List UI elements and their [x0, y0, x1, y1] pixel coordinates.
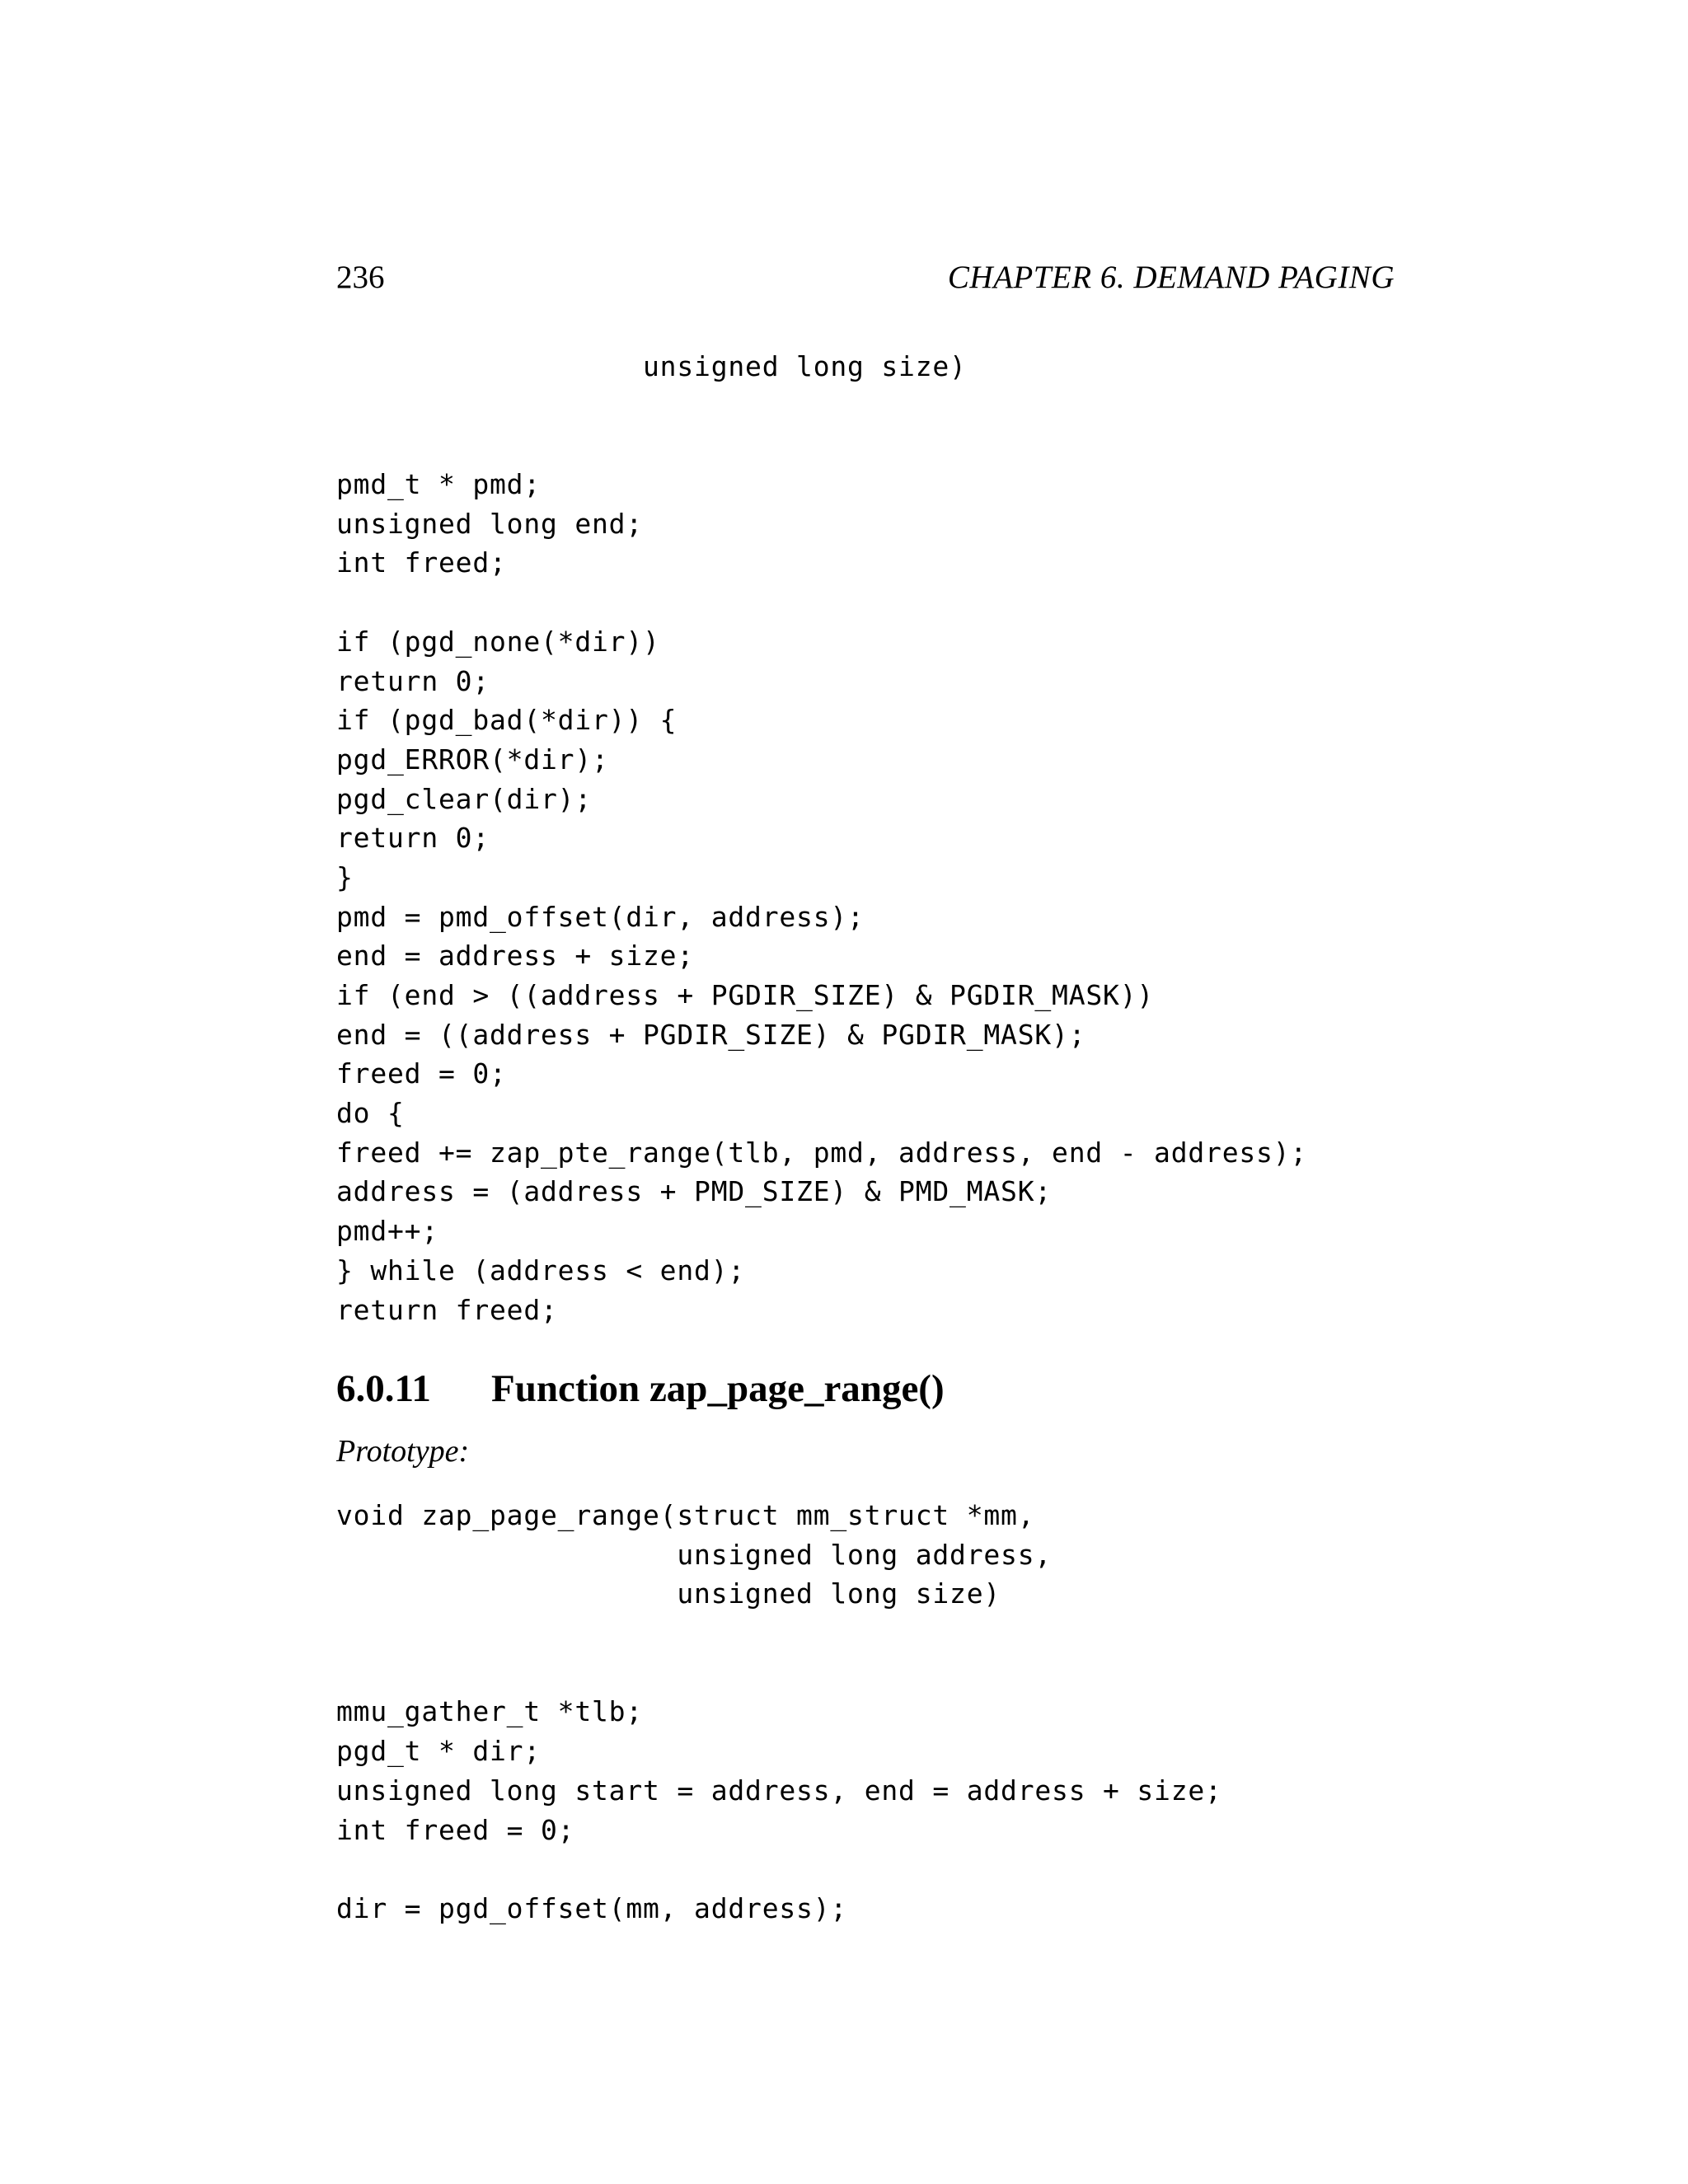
code-line: unsigned long size)	[336, 350, 967, 382]
code-line: if (pgd_none(*dir))	[336, 625, 660, 658]
code-line: pmd_t * pmd;	[336, 468, 542, 501]
code-line: address = (address + PMD_SIZE) & PMD_MASK;	[336, 1175, 1053, 1208]
code-line: pmd = pmd_offset(dir, address);	[336, 900, 865, 933]
code-line	[336, 1653, 1222, 1693]
code-line	[336, 387, 1307, 426]
prototype-label: Prototype:	[336, 1434, 470, 1469]
section-number: 6.0.11	[336, 1367, 431, 1410]
running-header	[336, 257, 1395, 298]
code-line: pgd_clear(dir);	[336, 782, 593, 815]
code-line: end = ((address + PGDIR_SIZE) & PGDIR_MASK);	[336, 1018, 1086, 1051]
code-line: return freed;	[336, 1293, 558, 1326]
code-line: return 0;	[336, 822, 490, 855]
code-line: unsigned long end;	[336, 507, 644, 540]
code-line: freed = 0;	[336, 1057, 507, 1090]
page-number: 236	[336, 260, 385, 295]
code-line: }	[336, 860, 354, 893]
code-line: pgd_t * dir;	[336, 1735, 542, 1768]
code-line	[336, 1614, 1222, 1653]
code-line: pmd++;	[336, 1215, 439, 1248]
code-line: freed += zap_pte_range(tlb, pmd, address, end - address);	[336, 1136, 1308, 1169]
code-line: do {	[336, 1097, 405, 1130]
chapter-title: CHAPTER 6. DEMAND PAGING	[947, 260, 1395, 295]
code-line: if (end > ((address + PGDIR_SIZE) & PGDIR_MASK))	[336, 979, 1155, 1011]
code-line: end = address + size;	[336, 940, 695, 972]
section-heading	[336, 1364, 945, 1413]
code-line: unsigned long start = address, end = address + size;	[336, 1774, 1222, 1807]
code-line	[336, 583, 1307, 622]
code-block-zap-page-range	[336, 1496, 1222, 1929]
code-line: return 0;	[336, 664, 490, 697]
code-line: pgd_ERROR(*dir);	[336, 743, 609, 776]
section-title: Function zap_page_range()	[491, 1367, 945, 1410]
code-line: unsigned long address,	[336, 1538, 1053, 1571]
code-line: int freed;	[336, 546, 507, 579]
code-line: } while (address < end);	[336, 1254, 746, 1286]
code-line	[336, 1849, 1222, 1889]
code-line: int freed = 0;	[336, 1813, 575, 1846]
code-line: mmu_gather_t *tlb;	[336, 1695, 644, 1728]
code-line: void zap_page_range(struct mm_struct *mm,	[336, 1499, 1035, 1531]
code-line: unsigned long size)	[336, 1577, 1001, 1610]
code-line	[336, 425, 1307, 465]
code-line: dir = pgd_offset(mm, address);	[336, 1891, 848, 1924]
code-line: if (pgd_bad(*dir)) {	[336, 704, 678, 737]
code-block-zap-pmd-range	[336, 347, 1307, 1329]
